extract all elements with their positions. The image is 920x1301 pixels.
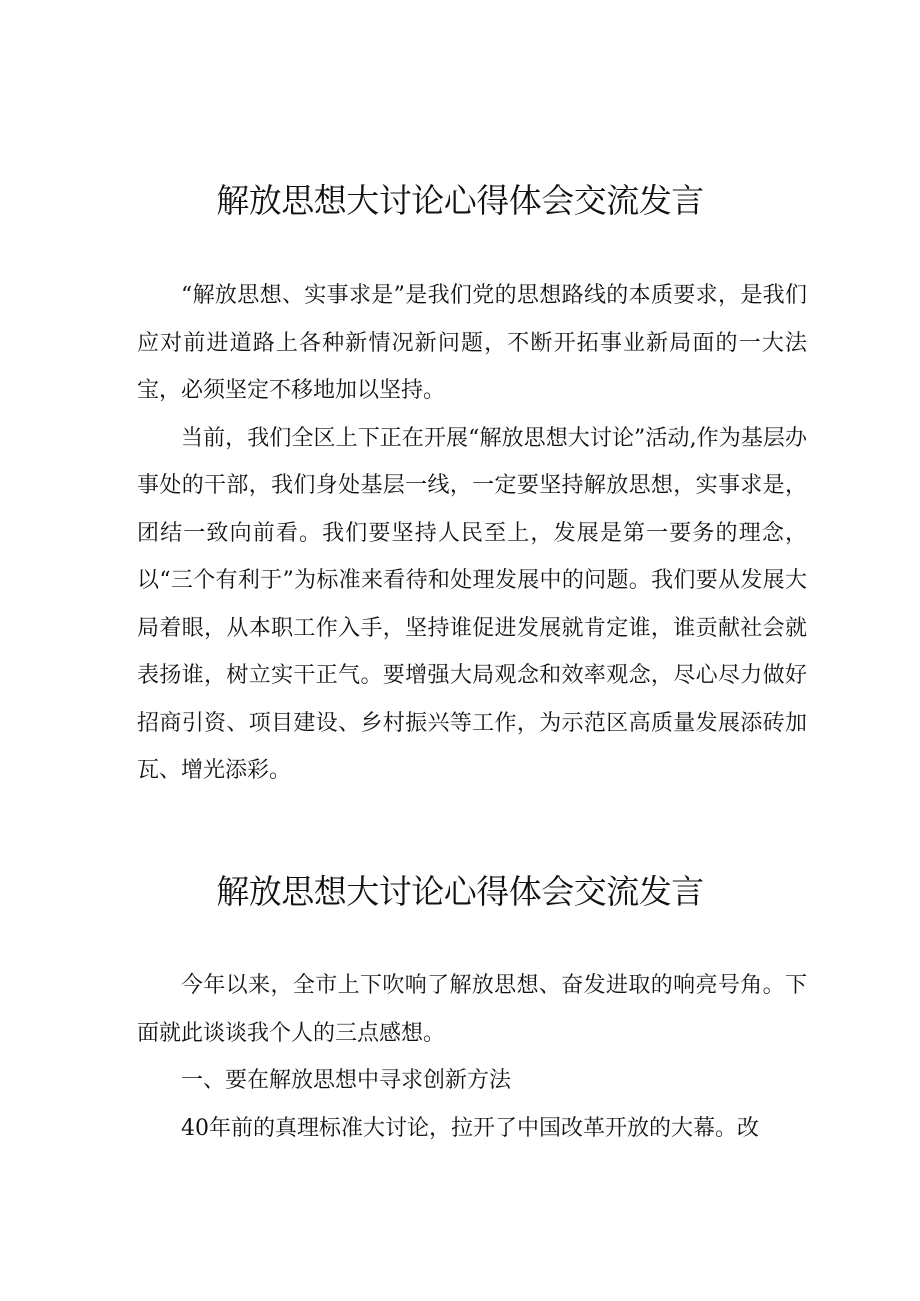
paragraph: 当前，我们全区上下正在开展“解放思想大讨论”活动,作为基层办事处的干部，我们身处基层一线，一定要坚持解放思想，实事求是，团结一致向前看。我们要坚持人民至上，发展是第一要务的理念，以“三个有利于”为标准来看待和处理发展中的问题。我们要从发展大局着眼，从本职工作入手，坚持谁促进发展就肯定谁，谁贡献社会就表扬谁，树立实干正气。要增强大局观念和效率观念，尽心尽力做好招商引资、项目建设、乡村振兴等工作，为示范区高质量发展添砖加瓦、增光添彩。 [137,425,807,783]
paragraph: “解放思想、实事求是”是我们党的思想路线的本质要求，是我们应对前进道路上各种新情况新问题，不断开拓事业新局面的一大法宝，必须坚定不移地加以坚持。 [137,283,807,403]
article-body [137,272,807,795]
article-body [137,962,807,1152]
section-heading: 一、要在解放思想中寻求创新方法 [181,1068,512,1093]
document-title: 解放思想大讨论心得体会交流发言 [216,181,704,220]
paragraph: 40年前的真理标准大讨论，拉开了中国改革开放的大幕。改 [181,1115,759,1141]
paragraph: 今年以来，全市上下吹响了解放思想、奋发进取的响亮号角。下面就此谈谈我个人的三点感想。 [137,973,807,1046]
document-title: 解放思想大讨论心得体会交流发言 [216,872,704,911]
